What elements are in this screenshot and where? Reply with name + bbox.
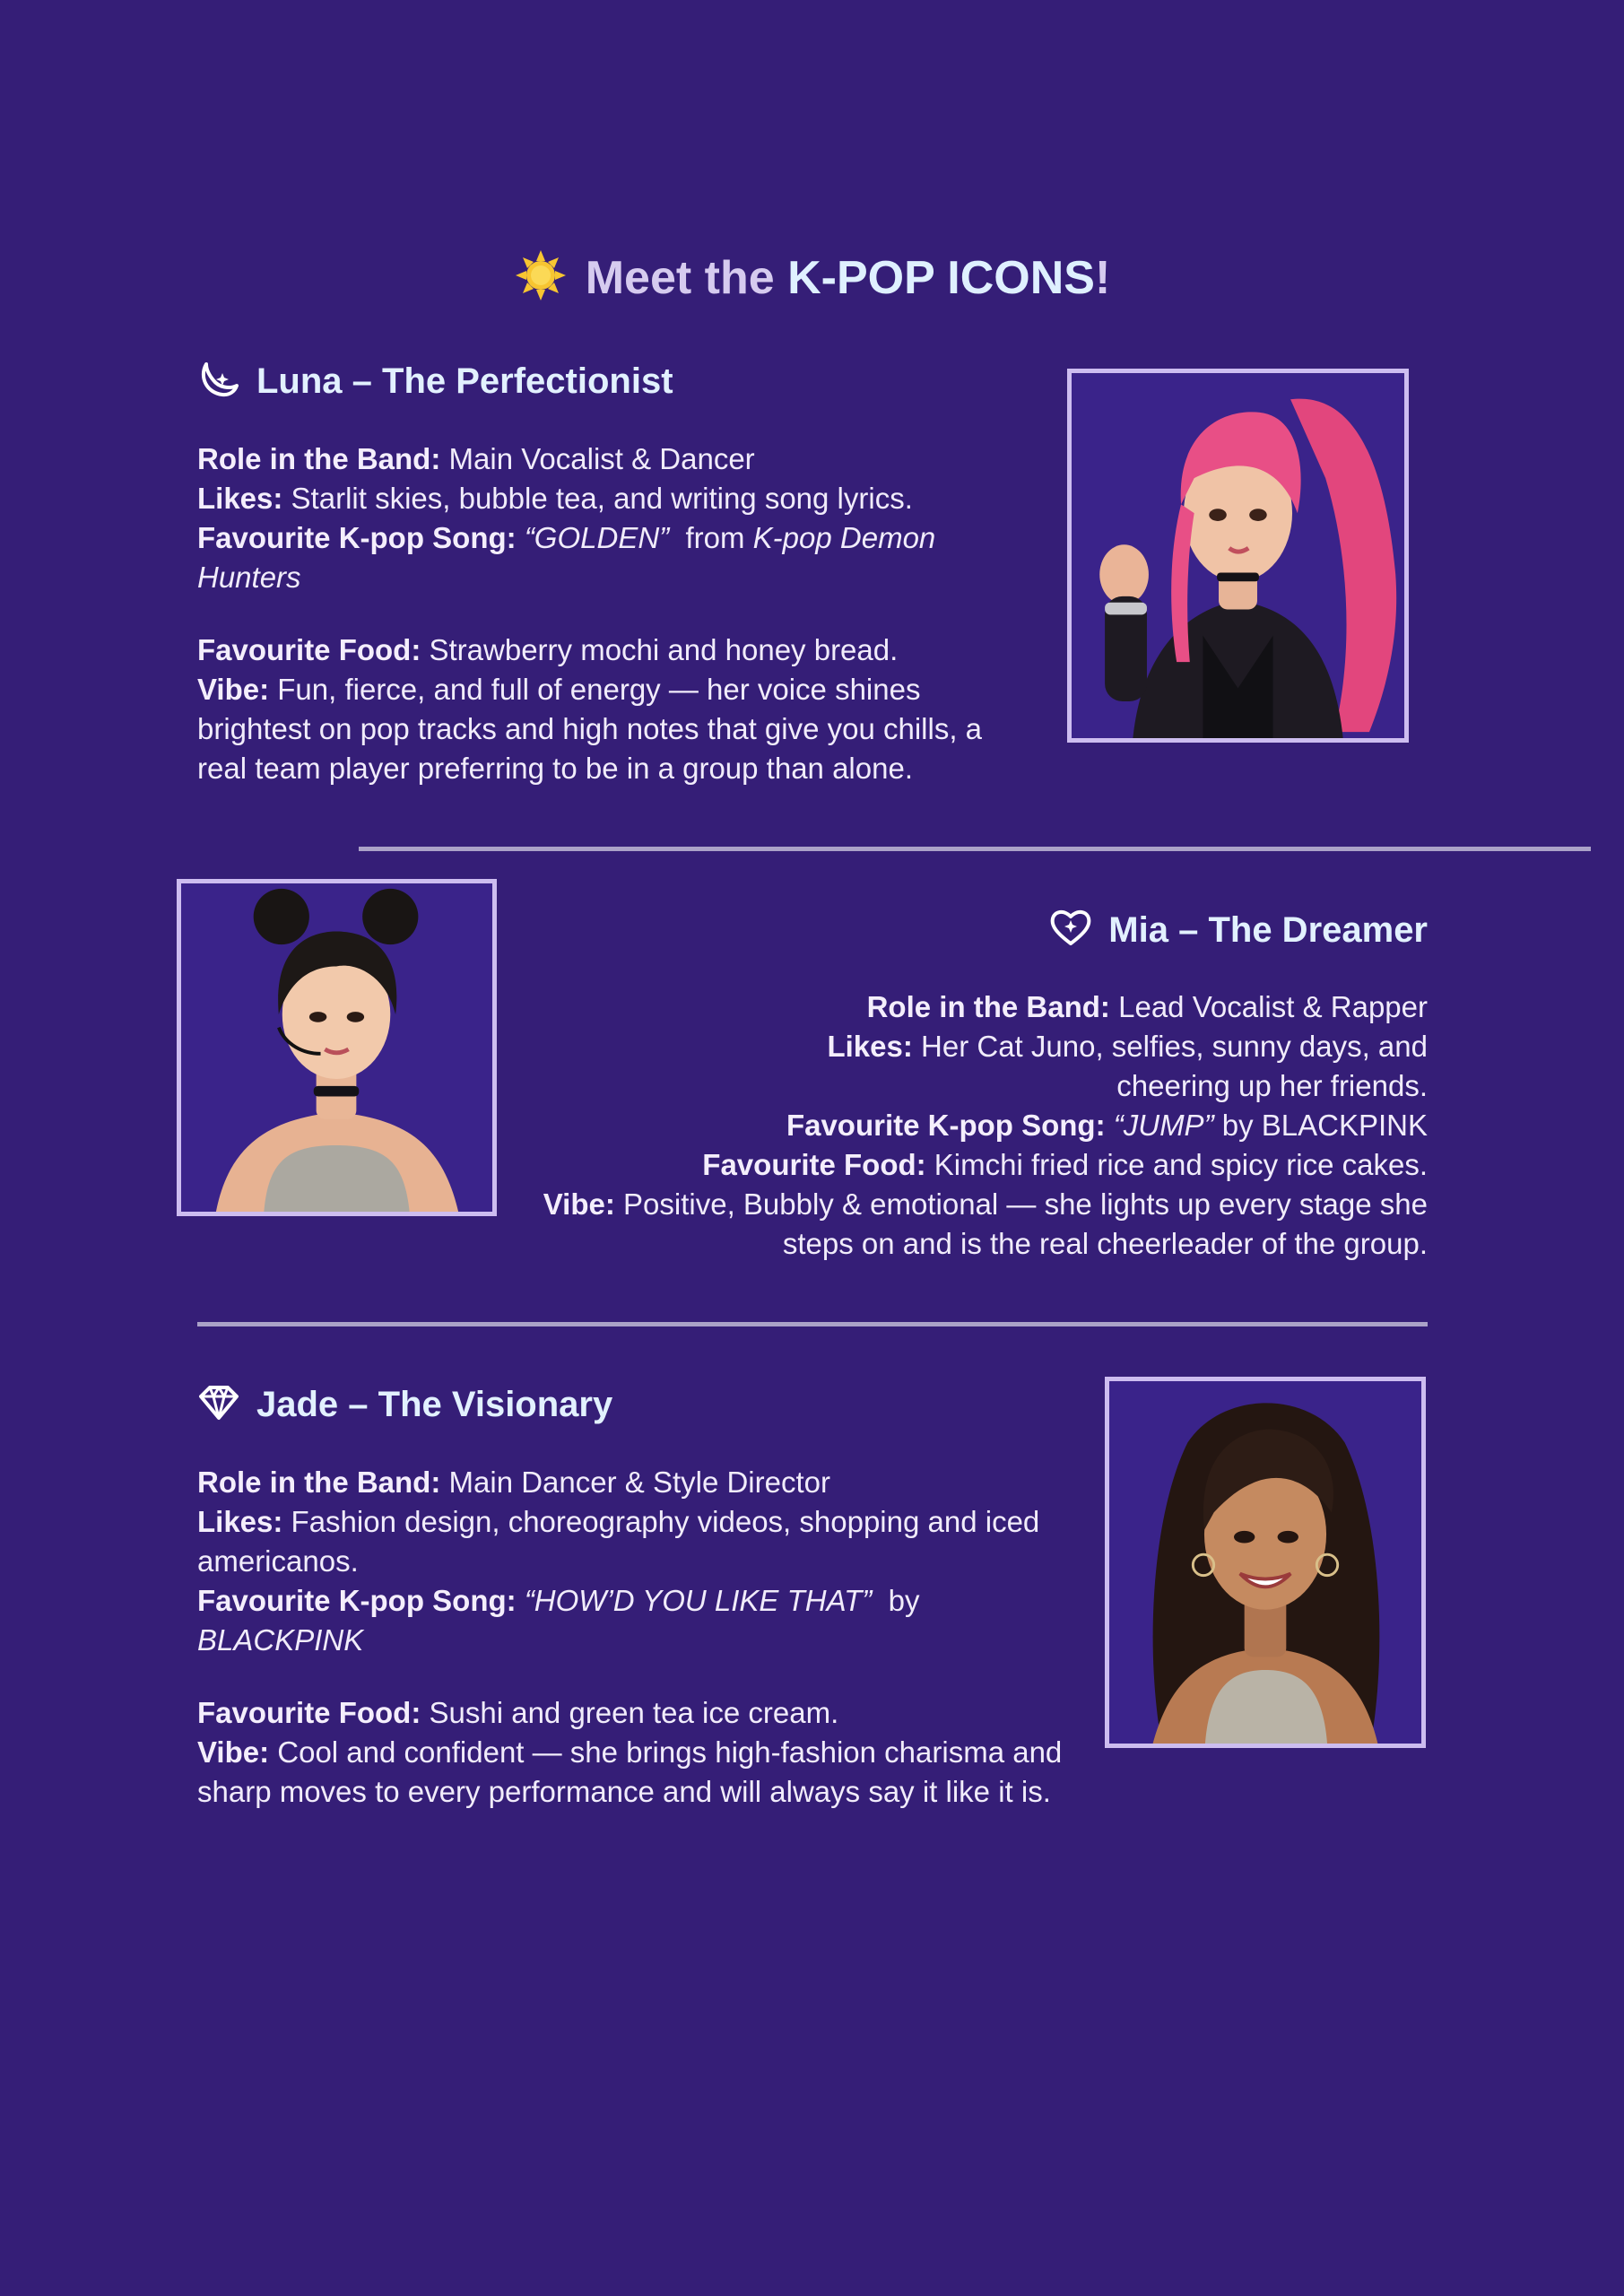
song-line: Favourite K-pop Song: “GOLDEN” from K-pop Demon Hunters xyxy=(197,521,936,594)
member-name: Jade – The Visionary xyxy=(256,1385,613,1424)
member-info-jade xyxy=(197,1463,1085,1812)
vibe-line: Vibe: Cool and confident — she brings high-fashion charisma and sharp moves to every performance and will always say it like it is. xyxy=(197,1735,1063,1808)
member-heading-mia xyxy=(897,906,1428,952)
luna-portrait-image xyxy=(1072,373,1404,738)
mia-portrait-image xyxy=(181,883,492,1212)
diamond-icon xyxy=(197,1380,240,1423)
role-line: Role in the Band: Main Dancer & Style Director xyxy=(197,1465,830,1499)
vibe-line: Vibe: Fun, fierce, and full of energy — her voice shines brightest on pop tracks and high notes that give you chills, a real team player preferring to be in a group than alone. xyxy=(197,673,983,785)
portrait-jade xyxy=(1105,1377,1426,1748)
portrait-luna xyxy=(1067,369,1409,743)
likes-line: Likes: Starlit skies, bubble tea, and writing song lyrics. xyxy=(197,482,913,515)
food-line: Favourite Food: Strawberry mochi and honey bread. xyxy=(197,633,899,666)
song-line: Favourite K-pop Song: “HOW’D YOU LIKE THAT” by BLACKPINK xyxy=(197,1584,920,1657)
title-highlight: K-POP ICONS xyxy=(787,252,1095,304)
page-title xyxy=(0,247,1624,309)
member-name: Luna – The Perfectionist xyxy=(256,361,673,401)
role-line: Role in the Band: Main Vocalist & Dancer xyxy=(197,442,755,475)
likes-line: Likes: Her Cat Juno, selfies, sunny days, and cheering up her friends. xyxy=(827,1030,1428,1102)
portrait-mia xyxy=(177,879,497,1216)
vibe-line: Vibe: Positive, Bubbly & emotional — she lights up every stage she steps on and is the real cheerleader of the group. xyxy=(543,1187,1428,1260)
likes-line: Likes: Fashion design, choreography videos, shopping and iced americanos. xyxy=(197,1505,1040,1578)
title-suffix: ! xyxy=(1094,252,1111,304)
title-prefix: Meet the xyxy=(585,252,788,304)
crescent-moon-icon xyxy=(197,357,240,400)
member-name: Mia – The Dreamer xyxy=(1108,910,1428,950)
section-divider xyxy=(197,1322,1428,1326)
heart-sparkle-icon xyxy=(1049,906,1092,949)
food-line: Favourite Food: Sushi and green tea ice cream. xyxy=(197,1696,839,1729)
section-divider xyxy=(359,847,1591,851)
sun-emoji-icon xyxy=(514,248,568,302)
member-heading-luna xyxy=(197,357,673,404)
member-info-luna xyxy=(197,439,1004,788)
food-line: Favourite Food: Kimchi fried rice and spicy rice cakes. xyxy=(702,1148,1428,1181)
jade-portrait-image xyxy=(1109,1381,1421,1744)
member-heading-jade xyxy=(197,1380,612,1427)
member-info-mia xyxy=(520,987,1428,1264)
role-line: Role in the Band: Lead Vocalist & Rapper xyxy=(866,990,1428,1023)
song-line: Favourite K-pop Song: “JUMP” by BLACKPINK xyxy=(786,1109,1428,1142)
